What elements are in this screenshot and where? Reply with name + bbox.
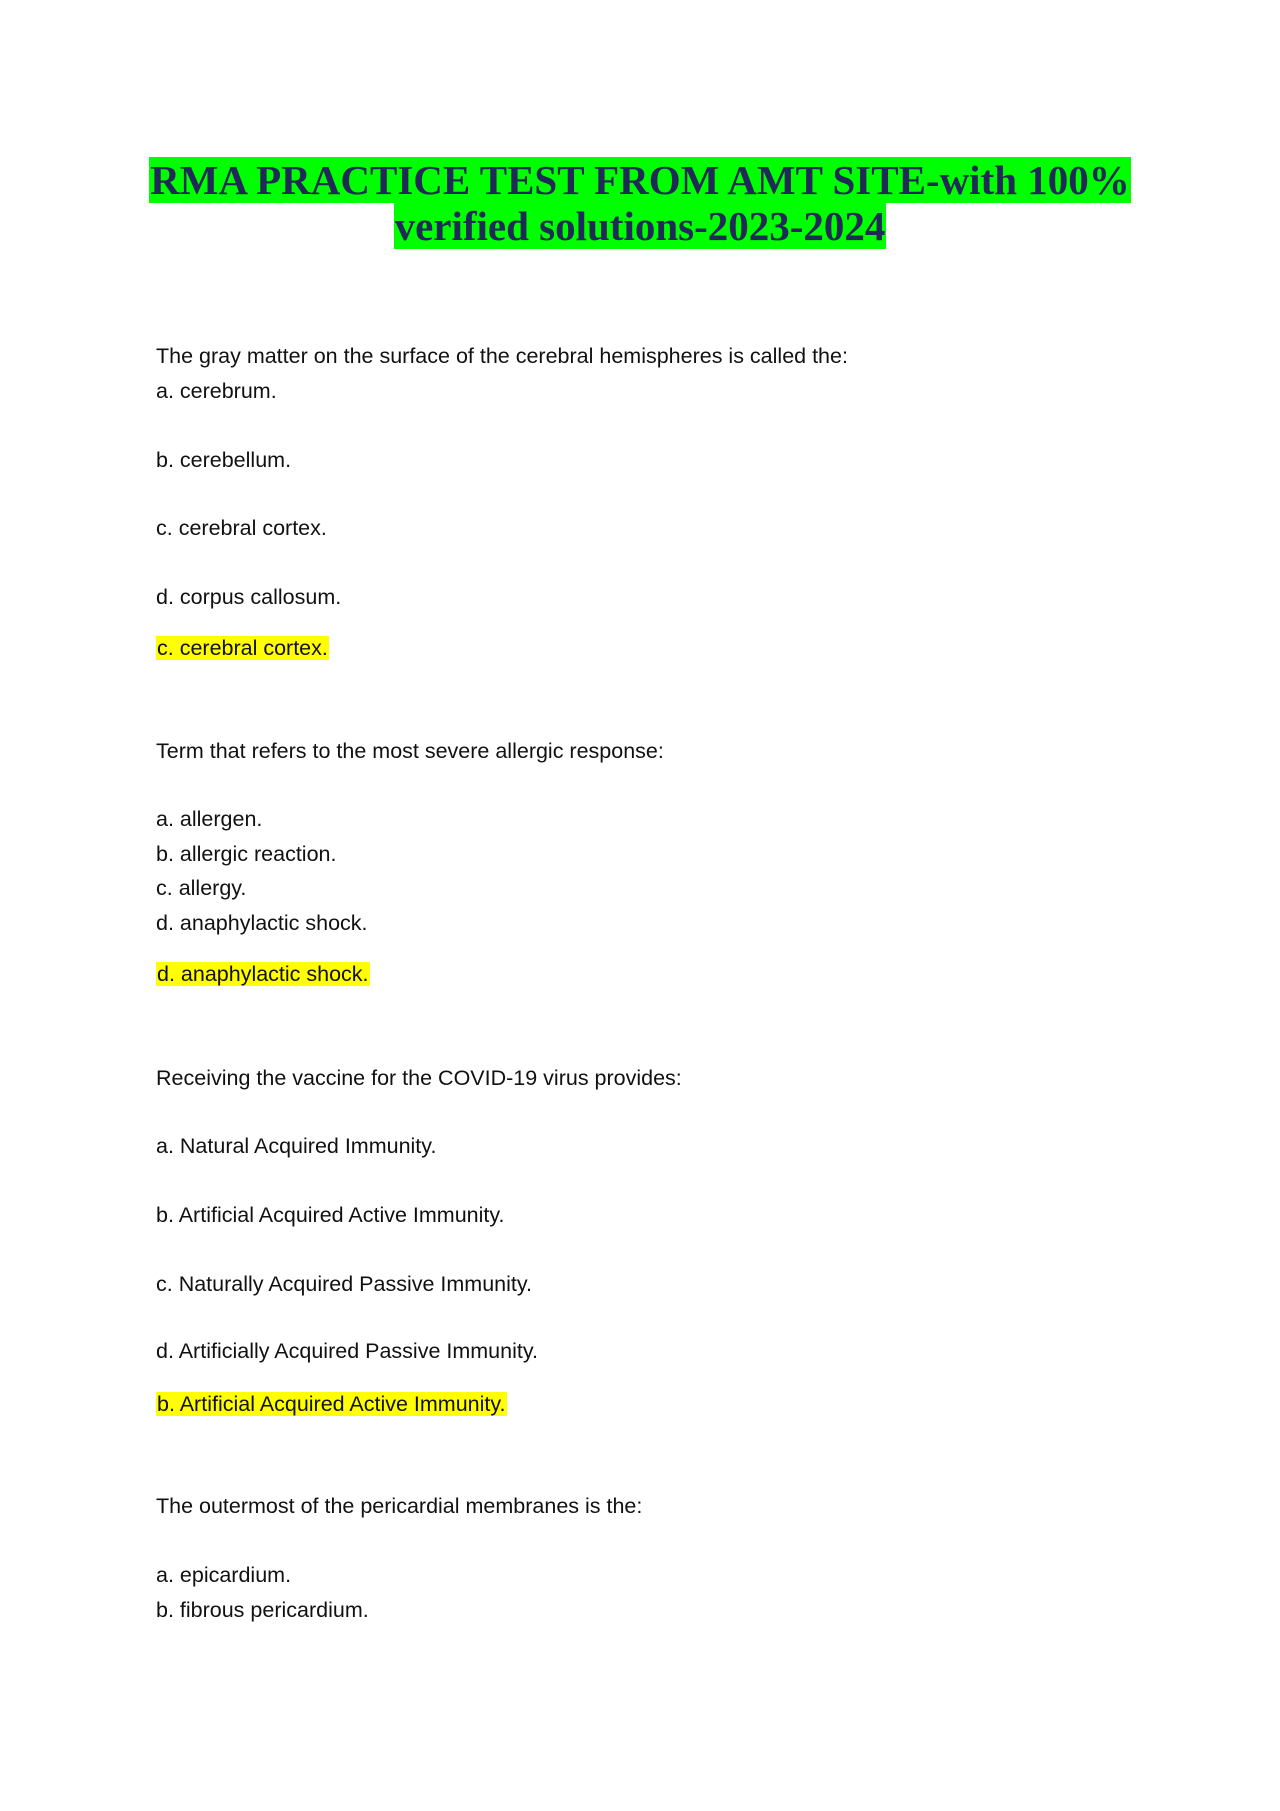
question-text: Receiving the vaccine for the COVID-19 virus provides:: [156, 1066, 682, 1090]
title-text: verified solutions-2023-2024: [394, 203, 886, 249]
answer-option: b. fibrous pericardium.: [156, 1598, 369, 1622]
answer-option: a. epicardium.: [156, 1563, 292, 1587]
correct-answer-highlight: b. Artificial Acquired Active Immunity.: [157, 1392, 506, 1416]
answer-option: c. Naturally Acquired Passive Immunity.: [156, 1272, 532, 1296]
correct-answer: [156, 1389, 507, 1419]
document-title-line-2: [0, 203, 1280, 249]
answer-option: b. cerebellum.: [156, 448, 292, 472]
document-title-line-1: [0, 157, 1280, 203]
answer-option: a. cerebrum.: [156, 379, 277, 403]
answer-option: d. corpus callosum.: [156, 585, 342, 609]
question-text: The outermost of the pericardial membranes is the:: [156, 1494, 643, 1518]
answer-option: a. Natural Acquired Immunity.: [156, 1134, 437, 1158]
correct-answer-highlight: d. anaphylactic shock.: [157, 962, 369, 986]
answer-option: a. allergen.: [156, 807, 263, 831]
title-text: RMA PRACTICE TEST FROM AMT SITE-with 100%: [150, 157, 1130, 203]
answer-option: b. Artificial Acquired Active Immunity.: [156, 1203, 505, 1227]
correct-answer: [156, 959, 370, 989]
answer-option: c. allergy.: [156, 876, 247, 900]
correct-answer-highlight: c. cerebral cortex.: [157, 636, 328, 660]
answer-option: d. Artificially Acquired Passive Immunity.: [156, 1339, 538, 1363]
question-text: Term that refers to the most severe allergic response:: [156, 739, 664, 763]
correct-answer: [156, 633, 329, 663]
question-text: The gray matter on the surface of the cerebral hemispheres is called the:: [156, 344, 848, 368]
answer-option: b. allergic reaction.: [156, 842, 337, 866]
answer-option: d. anaphylactic shock.: [156, 911, 368, 935]
answer-option: c. cerebral cortex.: [156, 516, 327, 540]
